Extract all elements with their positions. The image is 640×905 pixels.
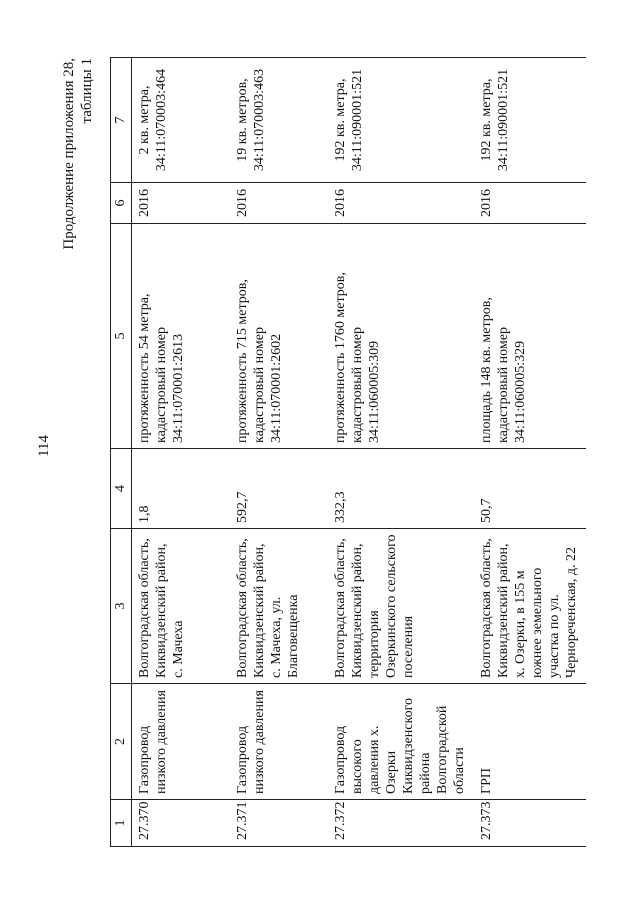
table-row (132, 58, 231, 847)
caption-line-2: таблицы 1 (79, 58, 95, 124)
object-characteristics: протяженность 54 метра, кадастровый номер 34:11:070001:2613 (132, 224, 231, 449)
object-name: ГРП (474, 684, 586, 800)
caption-line-1: Продолжение приложения 28, (61, 58, 77, 250)
object-year: 2016 (132, 183, 231, 224)
property-table (110, 57, 586, 847)
object-year: 2016 (230, 183, 328, 224)
object-year: 2016 (328, 183, 474, 224)
header-col-1: 1 (111, 800, 132, 847)
object-year: 2016 (474, 183, 586, 224)
header-row (111, 58, 132, 847)
object-characteristics: протяженность 1760 метров, кадастровый номер 34:11:060005:309 (328, 224, 474, 449)
land-plot: 192 кв. метра, 34:11:090001:521 (474, 58, 586, 183)
table-row (230, 58, 328, 847)
row-number: 27.372 (328, 800, 474, 847)
header-col-2: 2 (111, 684, 132, 800)
header-col-7: 7 (111, 58, 132, 183)
object-characteristics: площадь 148 кв. метров, кадастровый номер 34:11:060005:329 (474, 224, 586, 449)
object-address: Волгоградская область, Киквидзенский район, с. Мачеха, ул. Благовещенка (230, 529, 328, 684)
page-number: 114 (36, 435, 52, 457)
header-col-6: 6 (111, 183, 132, 224)
land-plot: 2 кв. метра, 34:11:070003:464 (132, 58, 231, 183)
object-name: Газопровод высокого давления х. Озерки Киквидзенского района Волгоградской области (328, 684, 474, 800)
object-name: Газопровод низкого давления (230, 684, 328, 800)
object-characteristics: протяженность 715 метров, кадастровый номер 34:11:070001:2602 (230, 224, 328, 449)
object-value: 592,7 (230, 449, 328, 529)
land-plot: 19 кв. метров, 34:11:070003:463 (230, 58, 328, 183)
table-caption (60, 58, 96, 250)
object-value: 50,7 (474, 449, 586, 529)
object-value: 332,3 (328, 449, 474, 529)
header-col-3: 3 (111, 529, 132, 684)
header-col-4: 4 (111, 449, 132, 529)
object-address: Волгоградская область, Киквидзенский район, х. Озерки, в 155 м южнее земельного участка по ул. Чернореченская, д. 22 (474, 529, 586, 684)
land-plot: 192 кв. метра, 34:11:090001:521 (328, 58, 474, 183)
table-row (328, 58, 474, 847)
object-address: Волгоградская область, Киквидзенский район, территория Озеркинского сельского поселения (328, 529, 474, 684)
row-number: 27.373 (474, 800, 586, 847)
table-row (474, 58, 586, 847)
row-number: 27.371 (230, 800, 328, 847)
object-address: Волгоградская область, Киквидзенский район, с. Мачеха (132, 529, 231, 684)
row-number: 27.370 (132, 800, 231, 847)
object-name: Газопровод низкого давления (132, 684, 231, 800)
header-col-5: 5 (111, 224, 132, 449)
object-value: 1,8 (132, 449, 231, 529)
